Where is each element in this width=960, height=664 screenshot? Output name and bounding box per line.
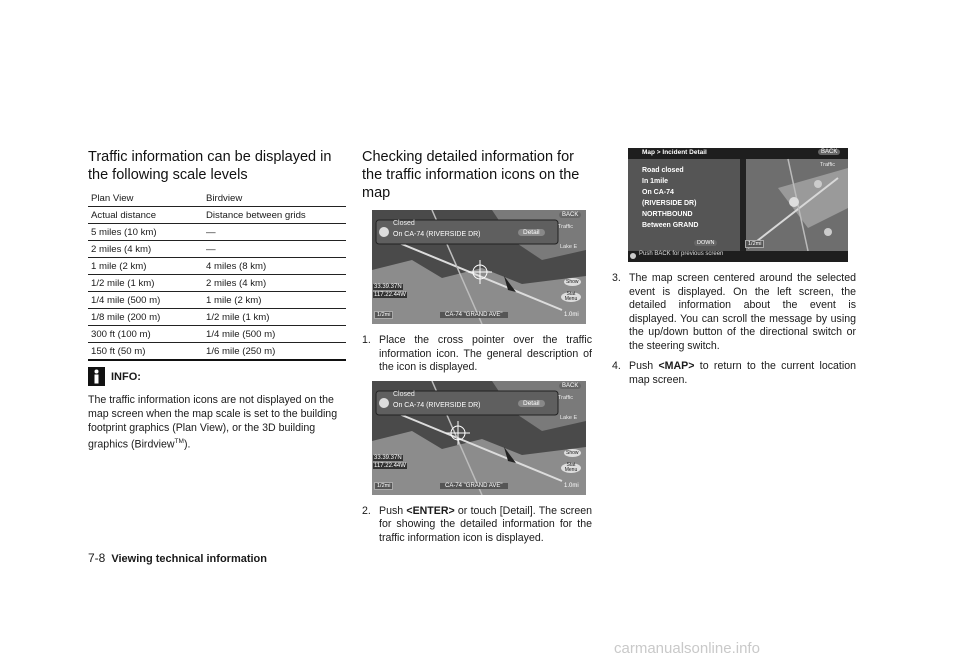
table-cell: Actual distance xyxy=(88,207,203,224)
page-footer xyxy=(88,551,267,565)
down-button[interactable]: DOWN xyxy=(694,240,717,246)
detail-button[interactable]: Detail xyxy=(518,400,545,407)
trademark: TM xyxy=(174,438,184,445)
incident-line: Between GRAND xyxy=(642,222,699,229)
map-screenshot-2 xyxy=(372,381,586,495)
road-label: On CA-74 (RIVERSIDE DR) xyxy=(393,401,481,409)
table-cell: 4 miles (8 km) xyxy=(203,258,346,275)
table-row xyxy=(88,309,346,326)
table-cell: Birdview xyxy=(203,190,346,207)
incident-line: In 1mile xyxy=(642,178,669,185)
map-graphic xyxy=(372,381,586,495)
incident-line: (RIVERSIDE DR) xyxy=(642,200,697,207)
scale-button[interactable]: 1/2mi xyxy=(745,240,764,248)
lake-label: Lake E xyxy=(560,244,578,250)
table-row xyxy=(88,190,346,207)
step-1: 1. Place the cross pointer over the traffic information icon. The general description of the icon is displayed. xyxy=(362,334,592,373)
closed-label: Closed xyxy=(393,390,415,398)
incident-detail-screenshot xyxy=(628,148,848,262)
table-cell: 1/8 mile (200 m) xyxy=(88,309,203,326)
table-row xyxy=(88,275,346,292)
closed-label: Closed xyxy=(393,220,415,227)
table-cell: — xyxy=(203,241,346,258)
distance-label: 1.0mi xyxy=(564,482,579,489)
table-cell: 1 mile (2 km) xyxy=(203,292,346,309)
back-button[interactable]: BACK xyxy=(559,383,581,389)
back-button[interactable]: BACK xyxy=(818,149,840,155)
info-title: INFO: xyxy=(111,370,141,383)
traffic-label: Traffic xyxy=(558,224,573,230)
table-cell: 1 mile (2 km) xyxy=(88,258,203,275)
scale-button[interactable]: 1/2mi xyxy=(374,311,393,319)
coords-lat: 33.39.37N xyxy=(374,284,402,290)
table-row xyxy=(88,343,346,361)
table-cell: 1/2 mile (1 km) xyxy=(203,309,346,326)
detail-button[interactable]: Detail xyxy=(518,229,545,236)
table-row xyxy=(88,292,346,309)
scale-button[interactable]: 1/2mi xyxy=(374,482,393,490)
info-text: The traffic information icons are not displayed on the map screen when the map scale is set to the building footprint graphics (Plan View), or the 3D building graphics (Birdview™). xyxy=(88,394,338,451)
table-row xyxy=(88,326,346,343)
table-cell: — xyxy=(203,224,346,241)
step-4: 4. Push <MAP> to return to the current location map screen. xyxy=(612,360,857,386)
table-cell: 1/6 mile (250 m) xyxy=(203,343,346,361)
scale-levels-table xyxy=(88,190,346,361)
hint-text: Push BACK for previous screen xyxy=(639,251,724,257)
table-cell: 150 ft (50 m) xyxy=(88,343,203,361)
incident-line: On CA-74 xyxy=(642,189,674,196)
table-cell: Distance between grids xyxy=(203,207,346,224)
show-button[interactable]: Show xyxy=(566,449,579,456)
distance-label: 1.0mi xyxy=(564,312,579,318)
stat-menu-button[interactable]: Stat Menu xyxy=(561,463,581,473)
table-cell: 1/4 mile (500 m) xyxy=(203,326,346,343)
table-cell: 1/4 mile (500 m) xyxy=(88,292,203,309)
table-row xyxy=(88,224,346,241)
table-row xyxy=(88,258,346,275)
street-name: CA-74 "GRAND AVE" xyxy=(440,312,508,318)
info-block xyxy=(88,367,346,386)
table-row xyxy=(88,241,346,258)
map-key: <MAP> xyxy=(658,360,695,372)
coords-lon: 117.22.44W xyxy=(374,292,406,298)
road-label: On CA-74 (RIVERSIDE DR) xyxy=(393,231,481,238)
table-cell: 300 ft (100 m) xyxy=(88,326,203,343)
coords-lon: 117.22.44W xyxy=(374,462,406,469)
show-button[interactable]: Show xyxy=(566,279,579,285)
table-cell: 1/2 mile (1 km) xyxy=(88,275,203,292)
step-2: 2. Push <ENTER> or touch [Detail]. The screen for showing the detailed information for the traffic information icon is displayed. xyxy=(362,504,592,544)
enter-key: <ENTER> xyxy=(406,504,455,517)
street-name: CA-74 "GRAND AVE" xyxy=(440,483,508,489)
watermark: carmanualsonline.info xyxy=(614,640,760,657)
footer-section-title: Viewing technical information xyxy=(111,553,267,565)
coords-lat: 33.39.37N xyxy=(374,454,402,461)
column-middle xyxy=(362,148,592,545)
screen-title: Map > Incident Detail xyxy=(642,149,707,156)
page-number: 7-8 xyxy=(88,551,106,565)
incident-detail-lines xyxy=(642,165,738,231)
table-cell: 5 miles (10 km) xyxy=(88,224,203,241)
incident-line: Road closed xyxy=(642,167,684,174)
step-3: 3. The map screen centered around the selected event is displayed. On the left screen, the detailed information about the event is displayed. You can scroll the message by using the up/down button of the directional switch or the steering switch. xyxy=(612,272,856,352)
back-button[interactable]: BACK xyxy=(559,212,581,218)
table-cell: 2 miles (4 km) xyxy=(203,275,346,292)
table-row xyxy=(88,207,346,224)
map-screenshot-1 xyxy=(372,210,586,324)
table-cell: 2 miles (4 km) xyxy=(88,241,203,258)
column-left xyxy=(88,148,346,452)
incident-line: NORTHBOUND xyxy=(642,211,693,218)
info-icon xyxy=(88,367,105,386)
table-cell: Plan View xyxy=(88,190,203,207)
traffic-label: Traffic xyxy=(820,162,835,168)
detail-info-heading: Checking detailed information for the traffic information icons on the map xyxy=(362,149,580,201)
stat-menu-button[interactable]: Stat Menu xyxy=(561,292,581,302)
map-graphic xyxy=(372,210,586,324)
traffic-label: Traffic xyxy=(558,394,573,401)
scale-levels-heading: Traffic information can be displayed in the following scale levels xyxy=(88,149,332,183)
lake-label: Lake E xyxy=(560,414,578,421)
column-right xyxy=(612,148,856,387)
